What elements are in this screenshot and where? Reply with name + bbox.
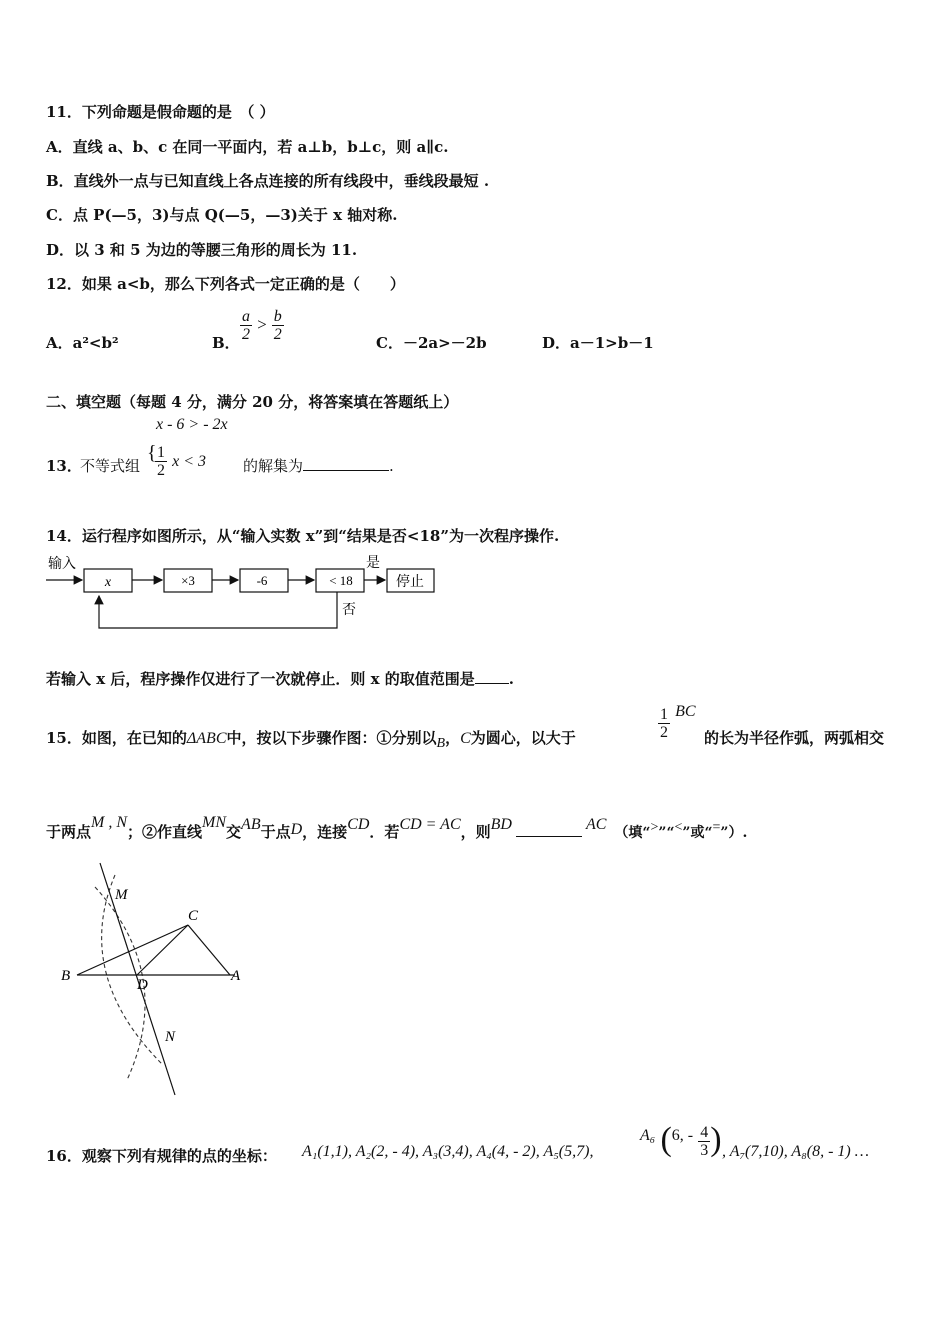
- q12-gt-sign: >: [257, 315, 267, 334]
- q12-option-b-prefix: B．: [212, 334, 240, 352]
- q11-option-b: B．直线外一点与已知直线上各点连接的所有线段中，垂线段最短 .: [46, 172, 490, 190]
- segment-cd: [137, 925, 188, 975]
- q15-half-bc: $\frac{1}{2}$ BC: [660, 703, 696, 741]
- flow-box-x-label: x: [104, 575, 112, 590]
- q16-a6: A₆ (6, - $\frac{4}{3}$ ): [640, 1121, 722, 1159]
- q15-answer-blank[interactable]: [516, 836, 582, 837]
- q12-option-b-expr: [240, 308, 284, 343]
- q11-option-a: A．直线 a、b、c 在同一平面内，若 a⊥b，b⊥c，则 a∥c.: [46, 138, 449, 156]
- q13-ineq-2: $\frac{1}{2}$ x < 3: [157, 444, 206, 479]
- label-c: C: [188, 908, 199, 924]
- label-b: B: [61, 968, 71, 984]
- q13-num: 13．: [46, 457, 82, 475]
- flow-yes-label: 是: [366, 556, 380, 571]
- flow-arrow-loop: [99, 592, 337, 628]
- q12-option-a-prefix: A．: [46, 334, 73, 352]
- q13-answer-blank[interactable]: [303, 470, 389, 471]
- flow-no-label: 否: [342, 603, 356, 618]
- q13-text: 不等式组: [80, 457, 141, 475]
- q12-option-c: C．－2a>－2b: [376, 334, 487, 352]
- q12-option-d: D．a－1>b－1: [542, 334, 654, 352]
- q16-stem: 16．观察下列有规律的点的坐标：: [46, 1147, 277, 1165]
- q12-frac-b: $\frac{b}{2}$: [273, 308, 282, 343]
- q15-half: $\frac{1}{2}$: [660, 706, 668, 741]
- q13-brace: {: [147, 442, 157, 464]
- q14-question: 若输入 x 后，程序操作仅进行了一次就停止．则 x 的取值范围是 .: [46, 670, 515, 688]
- q12-frac-a: $\frac{a}{2}$: [242, 308, 250, 343]
- q13-tail: 的解集为 .: [243, 457, 394, 475]
- q12-stem: 12．如果 a<b，那么下列各式一定正确的是（ ）: [46, 275, 405, 293]
- q15-line-1-end: 的长为半径作弧，两弧相交: [704, 729, 885, 747]
- q14-stem: 14．运行程序如图所示，从“输入实数 x”到“结果是否<18”为一次程序操作.: [46, 527, 560, 545]
- q12-option-a: [46, 332, 119, 353]
- q15-line-2: 于两点M , N；②作直线MN交AB于点D，连接CD．若CD = AC，则BD AC （填“>”“<”或“=”）.: [46, 814, 748, 841]
- flow-box-lt18-label: < 18: [329, 573, 353, 588]
- q14-flowchart: [44, 552, 444, 634]
- label-n: N: [165, 1029, 176, 1045]
- q13-half: $\frac{1}{2}$: [157, 444, 165, 479]
- q16-seq-2: , A₇(7,10), A₈(8, - 1) …: [722, 1143, 869, 1160]
- q15-figure: [55, 855, 255, 1105]
- q12-option-a-body: a²<b²: [72, 334, 119, 352]
- q11-option-d: D．以 3 和 5 为边的等腰三角形的周长为 11.: [46, 241, 358, 259]
- segment-ca: [188, 925, 230, 975]
- section-2-title: 二、填空题（每题 4 分，满分 20 分，将答案填在答题纸上）: [46, 393, 459, 411]
- label-m: M: [115, 887, 128, 903]
- flow-box-times3-label: ×3: [181, 573, 195, 588]
- segment-bc: [77, 925, 188, 975]
- q13-ineq-1: x - 6 > - 2x: [156, 416, 228, 433]
- q14-answer-blank[interactable]: [475, 683, 509, 684]
- arc-from-c: [102, 875, 163, 1065]
- label-a: A: [231, 968, 241, 984]
- q11-option-c: C．点 P(—5，3)与点 Q(—5，—3)关于 x 轴对称.: [46, 206, 398, 224]
- label-d: D: [137, 977, 148, 993]
- q11-stem: 11．下列命题是假命题的是 （ ）: [46, 103, 275, 121]
- flow-box-minus6-label: -6: [256, 573, 268, 588]
- q16-a6-frac: $\frac{4}{3}$: [700, 1124, 709, 1159]
- q16-seq-1: A₁(1,1), A₂(2, - 4), A₃(3,4), A₄(4, - 2), A₅(5,7),: [302, 1143, 594, 1160]
- flow-input-label: 输入: [48, 557, 76, 572]
- q15-line-1: 15．如图，在已知的ΔABC中，按以下步骤作图：①分别以B，C为圆心，以大于: [46, 729, 576, 751]
- flow-box-stop-label: 停止: [396, 575, 424, 590]
